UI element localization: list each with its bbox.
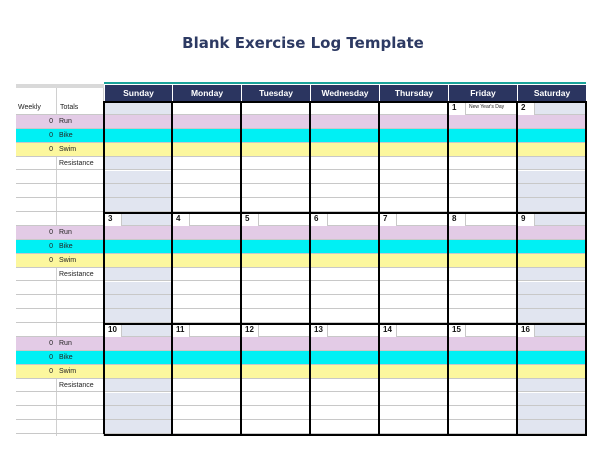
log-cell[interactable] bbox=[241, 309, 310, 323]
log-cell[interactable] bbox=[310, 268, 379, 282]
week-column-border bbox=[378, 212, 380, 323]
log-cell[interactable] bbox=[172, 240, 241, 254]
date-number: 12 bbox=[245, 325, 254, 334]
log-cell[interactable] bbox=[104, 282, 172, 296]
log-cell[interactable] bbox=[172, 420, 241, 434]
log-cell[interactable] bbox=[104, 365, 172, 379]
log-cell[interactable] bbox=[379, 406, 448, 420]
log-cell[interactable] bbox=[172, 295, 241, 309]
log-cell[interactable] bbox=[104, 240, 172, 254]
log-cell[interactable] bbox=[104, 337, 172, 351]
log-cell[interactable] bbox=[517, 406, 586, 420]
log-cell[interactable] bbox=[517, 143, 586, 157]
week-top-border bbox=[104, 101, 586, 103]
log-cell[interactable] bbox=[379, 254, 448, 268]
log-cell[interactable] bbox=[310, 115, 379, 129]
log-cell[interactable] bbox=[310, 157, 379, 171]
log-cell[interactable] bbox=[379, 115, 448, 129]
log-cell[interactable] bbox=[310, 254, 379, 268]
activity-name: Bike bbox=[59, 242, 73, 250]
log-cell[interactable] bbox=[241, 171, 310, 185]
side-row-line bbox=[16, 212, 104, 226]
log-cell[interactable] bbox=[104, 295, 172, 309]
log-cell[interactable] bbox=[241, 379, 310, 393]
accent-line bbox=[104, 82, 586, 84]
log-cell[interactable] bbox=[379, 393, 448, 407]
side-row-line bbox=[16, 393, 104, 407]
activity-name: Swim bbox=[59, 367, 77, 375]
log-cell[interactable] bbox=[517, 198, 586, 212]
log-cell[interactable] bbox=[310, 420, 379, 434]
activity-name: Resistance bbox=[59, 270, 94, 278]
log-cell[interactable] bbox=[448, 268, 517, 282]
log-cell[interactable] bbox=[517, 157, 586, 171]
log-cell[interactable] bbox=[517, 351, 586, 365]
log-cell[interactable] bbox=[241, 420, 310, 434]
log-cell[interactable] bbox=[310, 184, 379, 198]
log-cell[interactable] bbox=[241, 337, 310, 351]
log-cell[interactable] bbox=[310, 240, 379, 254]
log-cell[interactable] bbox=[241, 365, 310, 379]
log-cell[interactable] bbox=[172, 157, 241, 171]
date-number: 8 bbox=[452, 214, 457, 223]
date-number: 14 bbox=[383, 325, 392, 334]
date-number-box bbox=[104, 212, 122, 226]
log-cell[interactable] bbox=[379, 184, 448, 198]
log-cell[interactable] bbox=[241, 157, 310, 171]
date-number-box bbox=[241, 212, 259, 226]
log-cell[interactable] bbox=[241, 406, 310, 420]
log-cell[interactable] bbox=[379, 129, 448, 143]
activity-name: Resistance bbox=[59, 381, 94, 389]
date-number: 13 bbox=[314, 325, 323, 334]
log-cell[interactable] bbox=[172, 309, 241, 323]
header-spacer bbox=[16, 84, 104, 88]
activity-name: Run bbox=[59, 339, 72, 347]
side-row-line bbox=[16, 101, 104, 115]
log-cell[interactable] bbox=[379, 351, 448, 365]
totals-label: Totals bbox=[60, 104, 79, 111]
log-cell[interactable] bbox=[241, 198, 310, 212]
week-column-border bbox=[516, 323, 518, 434]
log-cell[interactable] bbox=[379, 157, 448, 171]
log-cell[interactable] bbox=[241, 115, 310, 129]
week-column-border bbox=[447, 323, 449, 434]
activity-total: 0 bbox=[49, 339, 53, 347]
day-header-wednesday: Wednesday bbox=[310, 85, 379, 101]
log-cell[interactable] bbox=[448, 226, 517, 240]
log-cell[interactable] bbox=[241, 393, 310, 407]
log-cell[interactable] bbox=[241, 184, 310, 198]
log-cell[interactable] bbox=[448, 351, 517, 365]
date-number: 1 bbox=[452, 103, 457, 112]
log-cell[interactable] bbox=[310, 351, 379, 365]
log-cell[interactable] bbox=[379, 309, 448, 323]
log-cell[interactable] bbox=[104, 309, 172, 323]
log-cell[interactable] bbox=[172, 143, 241, 157]
date-cell bbox=[241, 101, 310, 115]
log-cell[interactable] bbox=[310, 282, 379, 296]
log-cell[interactable] bbox=[379, 268, 448, 282]
date-number: 16 bbox=[521, 325, 530, 334]
date-number-box bbox=[310, 212, 328, 226]
log-cell[interactable] bbox=[310, 143, 379, 157]
log-cell[interactable] bbox=[310, 365, 379, 379]
log-cell[interactable] bbox=[517, 254, 586, 268]
log-cell[interactable] bbox=[448, 393, 517, 407]
log-cell[interactable] bbox=[379, 295, 448, 309]
log-cell[interactable] bbox=[241, 226, 310, 240]
log-cell[interactable] bbox=[104, 157, 172, 171]
week-column-border bbox=[103, 101, 105, 212]
log-cell[interactable] bbox=[517, 365, 586, 379]
date-cell bbox=[310, 101, 379, 115]
log-cell[interactable] bbox=[104, 268, 172, 282]
log-cell[interactable] bbox=[379, 365, 448, 379]
log-cell[interactable] bbox=[448, 129, 517, 143]
side-row-line bbox=[16, 406, 104, 420]
activity-total: 0 bbox=[49, 131, 53, 139]
log-cell[interactable] bbox=[517, 171, 586, 185]
log-cell[interactable] bbox=[310, 295, 379, 309]
date-number: 2 bbox=[521, 103, 526, 112]
log-cell[interactable] bbox=[104, 351, 172, 365]
log-cell[interactable] bbox=[517, 240, 586, 254]
log-cell[interactable] bbox=[448, 198, 517, 212]
week-column-border bbox=[240, 212, 242, 323]
exercise-log-sheet bbox=[16, 82, 588, 438]
week-column-border bbox=[103, 323, 105, 434]
log-cell[interactable] bbox=[104, 171, 172, 185]
log-cell[interactable] bbox=[172, 171, 241, 185]
day-header-sunday: Sunday bbox=[104, 85, 172, 101]
week-column-border bbox=[240, 101, 242, 212]
log-cell[interactable] bbox=[241, 143, 310, 157]
log-cell[interactable] bbox=[448, 420, 517, 434]
log-cell[interactable] bbox=[379, 171, 448, 185]
log-cell[interactable] bbox=[310, 406, 379, 420]
log-cell[interactable] bbox=[448, 115, 517, 129]
log-cell[interactable] bbox=[104, 420, 172, 434]
log-cell[interactable] bbox=[379, 143, 448, 157]
log-cell[interactable] bbox=[104, 198, 172, 212]
log-cell[interactable] bbox=[310, 393, 379, 407]
log-cell[interactable] bbox=[517, 268, 586, 282]
week-column-border bbox=[309, 323, 311, 434]
week-column-border bbox=[585, 212, 587, 323]
activity-name: Bike bbox=[59, 131, 73, 139]
log-cell[interactable] bbox=[172, 184, 241, 198]
log-cell[interactable] bbox=[104, 143, 172, 157]
week-column-border bbox=[516, 212, 518, 323]
side-row-line bbox=[16, 420, 104, 434]
week-column-border bbox=[171, 101, 173, 212]
activity-total: 0 bbox=[49, 145, 53, 153]
log-cell[interactable] bbox=[379, 240, 448, 254]
log-cell[interactable] bbox=[172, 406, 241, 420]
log-cell[interactable] bbox=[104, 406, 172, 420]
date-number: 3 bbox=[108, 214, 113, 223]
log-cell[interactable] bbox=[448, 254, 517, 268]
log-cell[interactable] bbox=[448, 309, 517, 323]
date-cell bbox=[172, 101, 241, 115]
log-cell[interactable] bbox=[448, 295, 517, 309]
log-cell[interactable] bbox=[517, 282, 586, 296]
log-cell[interactable] bbox=[241, 268, 310, 282]
log-cell[interactable] bbox=[310, 171, 379, 185]
side-row-line bbox=[16, 295, 104, 309]
log-cell[interactable] bbox=[517, 309, 586, 323]
side-row-line bbox=[16, 309, 104, 323]
side-row-line bbox=[16, 198, 104, 212]
date-number-box bbox=[448, 212, 466, 226]
date-number-box bbox=[172, 212, 190, 226]
activity-name: Run bbox=[59, 117, 72, 125]
log-cell[interactable] bbox=[448, 171, 517, 185]
date-number: 10 bbox=[108, 325, 117, 334]
week-top-border bbox=[104, 212, 586, 214]
log-cell[interactable] bbox=[104, 129, 172, 143]
log-cell[interactable] bbox=[172, 393, 241, 407]
log-cell[interactable] bbox=[517, 115, 586, 129]
activity-name: Bike bbox=[59, 353, 73, 361]
log-cell[interactable] bbox=[104, 115, 172, 129]
week-column-border bbox=[516, 101, 518, 212]
week-column-border bbox=[171, 323, 173, 434]
week-column-border bbox=[240, 323, 242, 434]
log-cell[interactable] bbox=[241, 282, 310, 296]
date-number-box bbox=[517, 212, 535, 226]
side-row-line bbox=[16, 323, 104, 337]
activity-total: 0 bbox=[49, 228, 53, 236]
week-column-border bbox=[585, 101, 587, 212]
log-cell[interactable] bbox=[172, 351, 241, 365]
page-title: Blank Exercise Log Template bbox=[182, 34, 424, 52]
log-cell[interactable] bbox=[310, 309, 379, 323]
holiday-label: New Year's Day bbox=[469, 104, 505, 110]
log-cell[interactable] bbox=[517, 129, 586, 143]
date-number: 7 bbox=[383, 214, 388, 223]
week-column-border bbox=[378, 101, 380, 212]
week-column-border bbox=[309, 101, 311, 212]
week-column-border bbox=[103, 212, 105, 323]
side-row-line bbox=[16, 184, 104, 198]
log-cell[interactable] bbox=[172, 198, 241, 212]
log-cell[interactable] bbox=[517, 393, 586, 407]
activity-name: Resistance bbox=[59, 159, 94, 167]
log-cell[interactable] bbox=[104, 393, 172, 407]
log-cell[interactable] bbox=[379, 379, 448, 393]
log-cell[interactable] bbox=[104, 254, 172, 268]
activity-total: 0 bbox=[49, 117, 53, 125]
activity-name: Swim bbox=[59, 145, 77, 153]
log-cell[interactable] bbox=[448, 157, 517, 171]
log-cell[interactable] bbox=[241, 351, 310, 365]
weekly-label: Weekly bbox=[18, 104, 41, 111]
log-cell[interactable] bbox=[172, 268, 241, 282]
log-cell[interactable] bbox=[172, 365, 241, 379]
date-cell bbox=[379, 101, 448, 115]
log-cell[interactable] bbox=[448, 282, 517, 296]
day-header-saturday: Saturday bbox=[517, 85, 586, 101]
day-header-friday: Friday bbox=[448, 85, 517, 101]
date-number: 9 bbox=[521, 214, 526, 223]
log-cell[interactable] bbox=[310, 198, 379, 212]
log-cell[interactable] bbox=[310, 129, 379, 143]
log-cell[interactable] bbox=[241, 129, 310, 143]
log-cell[interactable] bbox=[448, 337, 517, 351]
activity-total: 0 bbox=[49, 367, 53, 375]
log-cell[interactable] bbox=[448, 379, 517, 393]
log-cell[interactable] bbox=[379, 282, 448, 296]
date-number: 15 bbox=[452, 325, 461, 334]
day-header-monday: Monday bbox=[172, 85, 241, 101]
log-cell[interactable] bbox=[517, 295, 586, 309]
side-row-line bbox=[16, 282, 104, 296]
log-cell[interactable] bbox=[172, 379, 241, 393]
date-number: 11 bbox=[176, 325, 185, 334]
day-header-tuesday: Tuesday bbox=[241, 85, 310, 101]
log-cell[interactable] bbox=[241, 254, 310, 268]
activity-name: Run bbox=[59, 228, 72, 236]
date-number: 4 bbox=[176, 214, 181, 223]
week-column-border bbox=[447, 212, 449, 323]
activity-total: 0 bbox=[49, 256, 53, 264]
activity-name: Swim bbox=[59, 256, 77, 264]
log-cell[interactable] bbox=[172, 129, 241, 143]
week-column-border bbox=[585, 323, 587, 434]
grid-bottom-border bbox=[104, 434, 587, 436]
log-cell[interactable] bbox=[310, 337, 379, 351]
log-cell[interactable] bbox=[310, 379, 379, 393]
log-cell[interactable] bbox=[448, 365, 517, 379]
log-cell[interactable] bbox=[448, 406, 517, 420]
date-cell bbox=[104, 101, 172, 115]
log-cell[interactable] bbox=[172, 226, 241, 240]
log-cell[interactable] bbox=[517, 337, 586, 351]
date-number-box bbox=[448, 101, 466, 115]
week-column-border bbox=[171, 212, 173, 323]
day-header-thursday: Thursday bbox=[379, 85, 448, 101]
log-cell[interactable] bbox=[104, 379, 172, 393]
log-cell[interactable] bbox=[172, 254, 241, 268]
side-row-line bbox=[16, 171, 104, 185]
date-number-box bbox=[517, 101, 535, 115]
log-cell[interactable] bbox=[241, 295, 310, 309]
log-cell[interactable] bbox=[448, 240, 517, 254]
log-cell[interactable] bbox=[517, 226, 586, 240]
log-cell[interactable] bbox=[448, 184, 517, 198]
log-cell[interactable] bbox=[379, 337, 448, 351]
log-cell[interactable] bbox=[379, 198, 448, 212]
log-cell[interactable] bbox=[172, 337, 241, 351]
log-cell[interactable] bbox=[104, 226, 172, 240]
date-number: 6 bbox=[314, 214, 319, 223]
date-number-box bbox=[379, 212, 397, 226]
log-cell[interactable] bbox=[172, 282, 241, 296]
log-cell[interactable] bbox=[241, 240, 310, 254]
log-cell[interactable] bbox=[379, 420, 448, 434]
activity-total: 0 bbox=[49, 353, 53, 361]
log-cell[interactable] bbox=[104, 184, 172, 198]
log-cell[interactable] bbox=[310, 226, 379, 240]
week-top-border bbox=[104, 323, 586, 325]
week-column-border bbox=[309, 212, 311, 323]
activity-total: 0 bbox=[49, 242, 53, 250]
log-cell[interactable] bbox=[517, 184, 586, 198]
log-cell[interactable] bbox=[448, 143, 517, 157]
week-column-border bbox=[447, 101, 449, 212]
date-number: 5 bbox=[245, 214, 250, 223]
log-cell[interactable] bbox=[379, 226, 448, 240]
log-cell[interactable] bbox=[517, 420, 586, 434]
log-cell[interactable] bbox=[172, 115, 241, 129]
week-column-border bbox=[378, 323, 380, 434]
log-cell[interactable] bbox=[517, 379, 586, 393]
